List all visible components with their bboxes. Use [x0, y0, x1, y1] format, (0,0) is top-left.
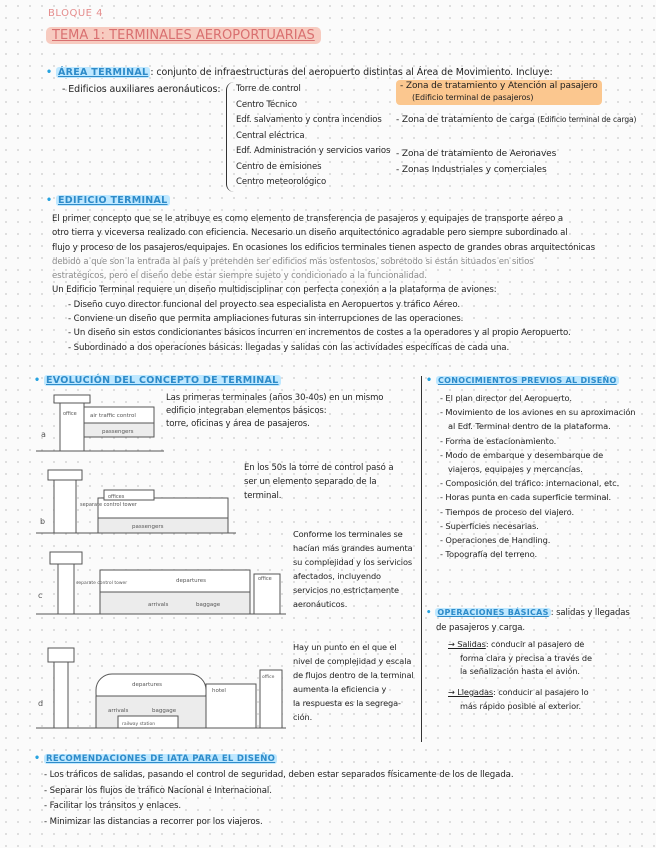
evolucion-heading: EVOLUCIÓN DEL CONCEPTO DE TERMINAL	[45, 375, 279, 386]
text-a-line: Las primeras terminales (años 30-40s) en un mismo	[166, 393, 384, 403]
fig-d-hotel: hotel	[212, 688, 226, 694]
text-c-line: servicios no estrictamente	[293, 585, 399, 595]
area-intro: : conjunto de infraestructuras del aeropuerto distintas al Área de Movimiento. Incluye:	[150, 67, 553, 78]
edificio-line: - Conviene un diseño que permita ampliaciones futuras sin interrupciones de las operaciones.	[68, 314, 464, 325]
area-right-2b: (Edificio terminal de carga)	[537, 115, 637, 124]
page-title: TEMA 1: TERMINALES AEROPORTUARIAS	[46, 27, 321, 44]
edificio-line: - Subordinado a dos operaciones básicas: llegadas y salidas con las actividades específicas de cada una.	[68, 342, 510, 353]
fig-c-tower: separate control tower	[76, 581, 128, 586]
fig-b-tower: separate control tower	[80, 502, 137, 508]
operaciones-heading-line	[426, 606, 630, 620]
conocimientos-heading: CONOCIMIENTOS PREVIOS AL DISEÑO	[437, 376, 617, 385]
operaciones-llegadas	[448, 686, 589, 713]
figure-c	[36, 548, 286, 618]
evolucion-text-d	[293, 640, 414, 724]
fig-c-letter: c	[38, 591, 43, 600]
recomendaciones-heading-line	[34, 752, 277, 766]
area-item: Central eléctrica	[236, 130, 305, 141]
fig-d-letter: d	[38, 699, 44, 708]
recomendaciones-item: - Los tráficos de salidas, pasando el control de seguridad, deben estar separados físicamente de los de llegada.	[44, 770, 514, 780]
area-right-1	[396, 80, 602, 105]
brace-icon	[226, 82, 235, 192]
bullet-icon: •	[46, 195, 52, 206]
text-d-line: ción.	[293, 712, 313, 722]
text-d-line: la respuesta es la segrega-	[293, 698, 401, 708]
conocimientos-item: - Operaciones de Handling.	[440, 535, 551, 546]
area-heading: ÁREA TERMINAL	[57, 67, 149, 78]
area-right-2-text: - Zona de tratamiento de carga	[396, 115, 535, 125]
evolucion-text-b	[244, 461, 393, 503]
fig-a-office: office	[63, 411, 77, 417]
bullet-icon: •	[46, 67, 52, 78]
text-c-line: hacían más grandes aumenta	[293, 543, 413, 553]
text-d-line: Hay un punto en el que el	[293, 642, 397, 652]
area-item: Centro de emisiones	[236, 161, 322, 172]
fig-c-departures: departures	[176, 578, 207, 584]
column-divider	[421, 376, 422, 742]
fig-b-offices: offices	[108, 494, 125, 500]
edificio-line: debido a que son la entrada al país y pretenden ser edificios más ostentosos, sobretodo si están situados en sitios	[52, 256, 534, 267]
fig-a-tower: air traffic control	[90, 413, 136, 419]
text-c-line: su complejidad y los servicios	[293, 557, 413, 567]
text-c-line: aeronáuticos.	[293, 599, 348, 609]
recomendaciones-item: - Separar los flujos de tráfico Nacional e Internacional.	[44, 785, 272, 796]
llegadas-label: → Llegadas	[448, 687, 494, 697]
evolucion-text-c	[293, 527, 413, 611]
salidas-line: forma clara y precisa a través de	[460, 652, 592, 663]
edificio-line: otro tierra y viceversa realizado con eficiencia. Necesario un diseño arquitectónico agradable pero siempre subordinado al	[52, 228, 568, 239]
recomendaciones-item: - Facilitar los tránsitos y enlaces.	[44, 801, 182, 811]
salidas-line: la señalización hasta el avión.	[460, 666, 580, 676]
operaciones-heading: OPERACIONES BÁSICAS	[437, 608, 549, 617]
edificio-line: - Diseño cuyo director funcional del proyecto sea especialista en Aeropuertos y tráfico Aéreo.	[68, 299, 460, 310]
edificio-line: Un Edificio Terminal requiere un diseño multidisciplinar con perfecta conexión a la plataforma de aviones:	[52, 285, 497, 296]
conocimientos-item: - Movimiento de los aviones en su aproximación	[440, 407, 636, 418]
fig-b-passengers: passengers	[132, 524, 164, 530]
bullet-icon: •	[34, 375, 40, 386]
conocimientos-item: - Horas punta en cada superficie terminal.	[440, 492, 612, 503]
fig-d-departures: departures	[132, 682, 163, 688]
edificio-heading-line	[46, 194, 170, 207]
area-right-1b: (Edificio terminal de pasajeros)	[412, 93, 534, 102]
fig-c-baggage: baggage	[196, 602, 221, 608]
conocimientos-item: viajeros, equipajes y mercancías.	[448, 464, 583, 475]
text-d-line: aumenta la eficiencia y	[293, 684, 387, 694]
text-b-line: ser un elemento separado de la	[244, 477, 377, 487]
edificio-line: - Un diseño sin estos condicionantes básicos incurren en incrementos de costes a la operadores y al propio Aeropuerto.	[68, 328, 571, 339]
text-d-line: nivel de complejidad y escala	[293, 656, 412, 666]
area-heading-line	[46, 66, 553, 79]
conocimientos-item: - Superficies necesarias.	[440, 520, 539, 531]
llegadas-line: : conducir al pasajero lo	[493, 687, 589, 697]
area-right-1-text: - Zona de tratamiento y Atención al pasajero	[400, 81, 598, 91]
figure-b	[36, 466, 236, 538]
area-right-3: - Zona de tratamiento de Aeronaves	[396, 149, 557, 159]
fig-d-baggage: baggage	[152, 708, 177, 714]
bullet-icon: •	[34, 753, 40, 764]
text-d-line: de flujos dentro de la terminal	[293, 670, 414, 680]
edificio-line: El primer concepto que se le atribuye es como elemento de transferencia de pasajeros y equipajes de transporte aéreo a	[52, 214, 564, 224]
edificio-line: estratégicos, pero el diseño debe estar siempre sujeto y condicionado a la funcionalidad.	[52, 271, 427, 282]
recomendaciones-list	[44, 768, 513, 830]
area-item: Torre de control	[236, 84, 301, 94]
bullet-icon: •	[426, 375, 432, 386]
area-item: Edf. salvamento y contra incendios	[236, 115, 382, 125]
area-right-2	[396, 115, 636, 125]
fig-d-railway: railway station	[122, 722, 156, 727]
area-item: Centro Técnico	[236, 99, 297, 110]
operaciones-intro: : salidas y llegadas	[550, 608, 630, 618]
conocimientos-item: - Topografía del terreno.	[440, 549, 538, 560]
conocimientos-item: al Edf. Terminal dentro de la plataforma.	[448, 421, 611, 432]
text-a-line: edificio integraban elementos básicos:	[166, 406, 327, 416]
recomendaciones-heading: RECOMENDACIONES DE IATA PARA EL DISEÑO	[45, 754, 276, 764]
block-label: BLOQUE 4	[48, 8, 103, 19]
area-right-4: - Zonas Industriales y comerciales	[396, 165, 547, 175]
salidas-line: : conducir al pasajero de	[485, 639, 585, 649]
salidas-label: → Salidas	[448, 639, 486, 649]
conocimientos-item: - Forma de estacionamiento.	[440, 435, 557, 446]
conocimientos-item: - El plan director del Aeropuerto.	[440, 393, 572, 403]
fig-c-arrivals: arrivals	[148, 602, 169, 608]
conocimientos-item: - Tiempos de proceso del viajero.	[440, 506, 575, 517]
edificio-body	[52, 212, 642, 355]
bullet-icon: •	[426, 608, 432, 618]
fig-c-office: office	[258, 576, 272, 582]
text-b-line: terminal.	[244, 491, 282, 501]
text-c-line: Conforme los terminales se	[293, 529, 403, 539]
conocimientos-list	[440, 391, 635, 561]
evolucion-text-a	[166, 392, 383, 431]
area-item: Centro meteorológico	[236, 177, 327, 187]
llegadas-line: más rápido posible al exterior.	[460, 700, 582, 711]
operaciones-intro2: de pasajeros y carga.	[436, 623, 525, 633]
conocimientos-heading-line	[426, 374, 619, 387]
fig-b-letter: b	[40, 517, 46, 526]
text-b-line: En los 50s la torre de control pasó a	[244, 463, 394, 473]
text-c-line: afectados, incluyendo	[293, 571, 381, 581]
conocimientos-item: - Modo de embarque y desembarque de	[440, 449, 604, 460]
operaciones-salidas	[448, 638, 592, 679]
recomendaciones-item: - Minimizar las distancias a recorrer por los viajeros.	[44, 816, 263, 827]
figure-d	[36, 640, 286, 732]
fig-a-passengers: passengers	[102, 429, 134, 435]
edificio-line: flujo y proceso de los pasajeros/equipajes. En ocasiones los edificios terminales tienen aspecto de grandes obras arquitectónicas	[52, 242, 595, 253]
fig-d-arrivals: arrivals	[108, 708, 129, 714]
fig-a-letter: a	[41, 430, 46, 439]
edificio-heading: EDIFICIO TERMINAL	[57, 195, 168, 206]
figure-a	[36, 393, 164, 455]
evolucion-heading-line	[34, 374, 281, 387]
conocimientos-item: - Composición del tráfico: internacional, etc.	[440, 478, 620, 489]
fig-d-office: office	[262, 675, 275, 680]
area-lead: - Edificios auxiliares aeronáuticos:	[62, 84, 221, 95]
area-item: Edf. Administración y servicios varios	[236, 146, 391, 156]
area-items	[236, 82, 390, 191]
text-a-line: torre, oficinas y área de pasajeros.	[166, 419, 310, 429]
